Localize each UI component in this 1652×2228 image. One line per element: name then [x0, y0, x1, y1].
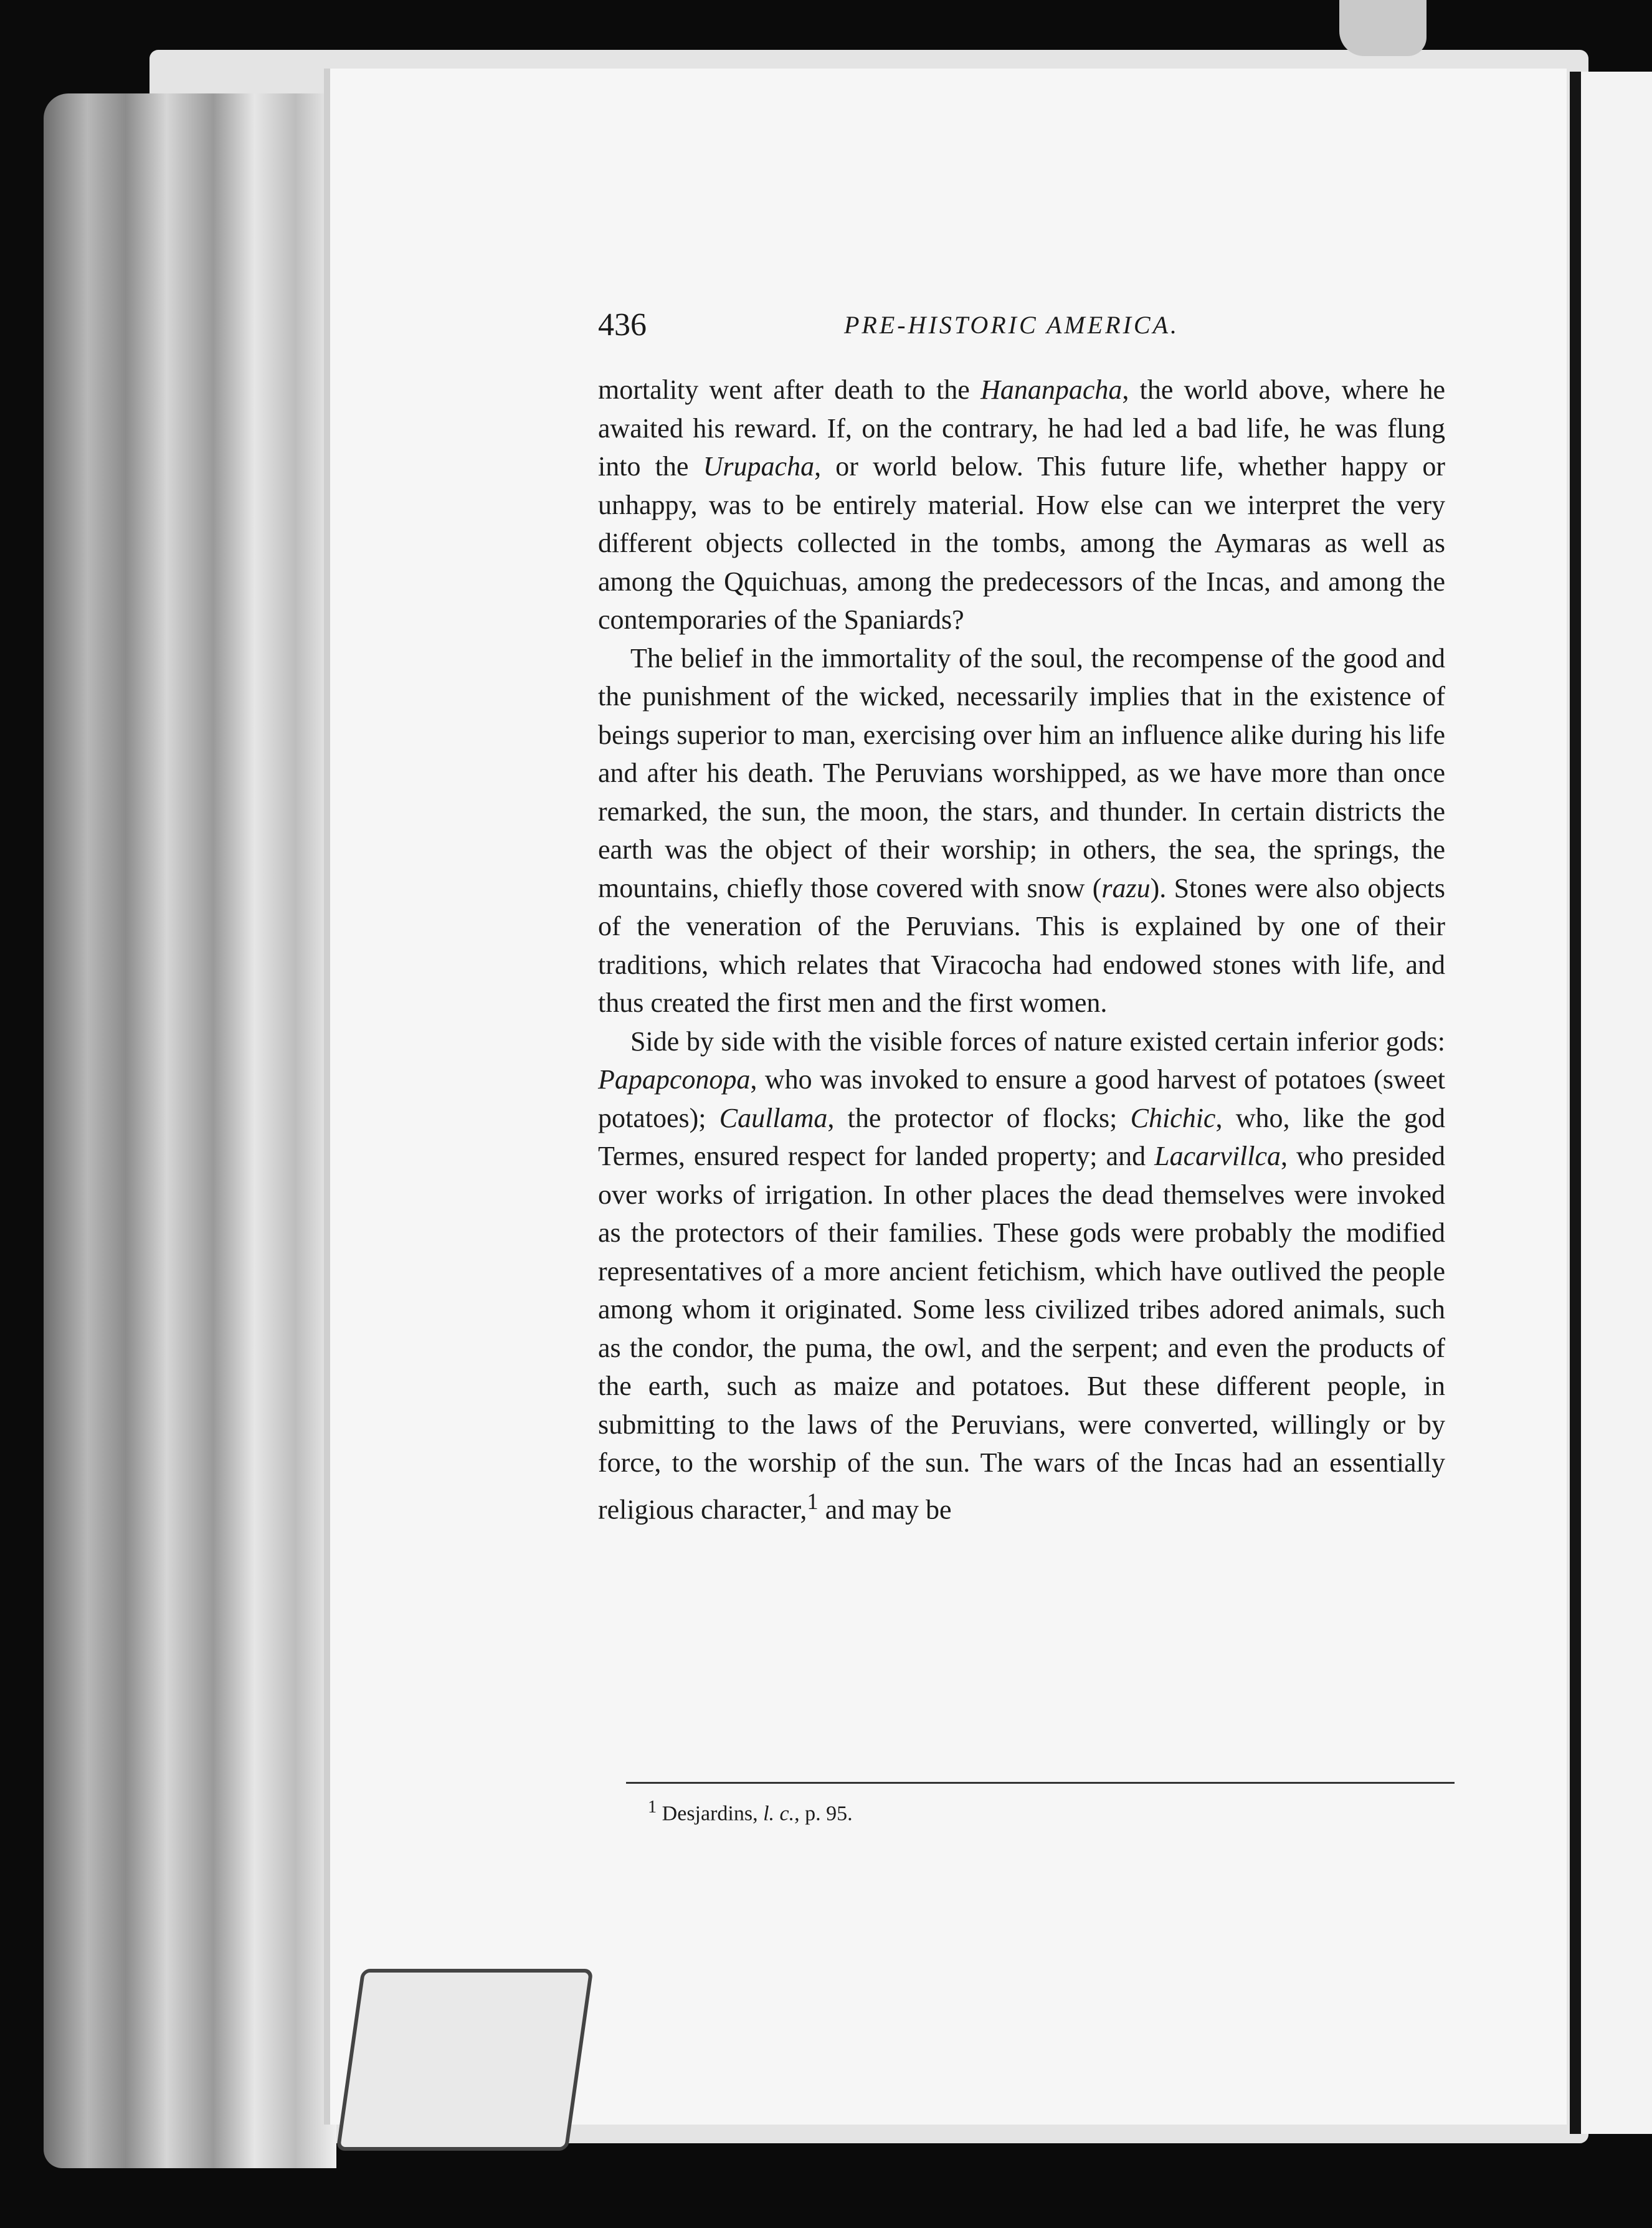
text-run: ). Stones were also objects of the veneration of the Peruvians. This is explained by one of their traditions, which relates that Viracocha had endowed stones with life, and thus created the first men and the first women.: [598, 872, 1445, 1018]
page-number: 436: [598, 307, 647, 343]
paragraph: [598, 639, 1445, 1022]
running-head: [598, 307, 1208, 344]
bookmark-strip: [336, 1969, 593, 2151]
text-run: The belief in the immortality of the soul, the recompense of the good and the punishment of the wicked, necessarily implies that in the existence of beings superior to man, exercising over him an influence alike during his life and after his death. The Peruvians worshipped, as we have more than once remarked, the sun, the moon, the stars, and thunder. In certain districts the earth was the object of their worship; in others, the sea, the springs, the mountains, chiefly those covered with snow (: [598, 642, 1445, 903]
italic-term: Chichic: [1130, 1102, 1216, 1133]
footnote-marker: 1: [648, 1797, 657, 1817]
footnote-rule: [626, 1782, 1455, 1784]
text-run: , who presided over works of irrigation. In other places the dead themselves were invoked as the protectors of their families. These gods were probably the modified representatives of a more ancient fetichism, which have outlived the people among whom it originated. Some less civilized tribes adored animals, such as the condor, the puma, the owl, and the serpent; and even the products of the earth, such as maize and potatoes. But these different people, in submitting to the laws of the Peruvians, were converted, willingly or by force, to the worship of the sun. The wars of the Incas had an essentially religious character,: [598, 1141, 1446, 1525]
text-run: , who, like the god Termes, ensured respect for landed property; and: [598, 1102, 1445, 1171]
paragraph: [598, 1022, 1445, 1529]
text-run: Side by side with the visible forces of nature existed certain inferior gods:: [630, 1026, 1445, 1057]
footnote-page: , p. 95.: [794, 1802, 853, 1826]
text-run: , the world above, where he awaited his reward. If, on the contrary, he had led a bad life, he was flung into the: [598, 374, 1445, 482]
footnote: [648, 1797, 853, 1826]
text-run: , or world below. This future life, whether happy or unhappy, was to be entirely material. How else can we interpret the very different objects collected in the tombs, among the Aymaras as well as among the Qquichuas, among the predecessors of the Incas, and among the contemporaries of the Spaniards?: [598, 451, 1445, 635]
page-fore-edge: [44, 93, 336, 2168]
body-text: [598, 371, 1445, 1529]
text-run: mortality went after death to the: [598, 374, 981, 405]
text-run: , who was invoked to ensure a good harvest of potatoes (sweet potatoes);: [598, 1064, 1445, 1133]
facing-page-edge: [1570, 72, 1652, 2134]
italic-term: Urupacha: [703, 451, 815, 482]
footnote-ref-marker: 1: [807, 1488, 819, 1514]
text-run: , the protector of flocks;: [827, 1102, 1131, 1133]
italic-term: Hananpacha: [980, 374, 1123, 405]
italic-term: Lacarvillca: [1154, 1141, 1281, 1171]
italic-term: razu: [1101, 872, 1151, 903]
italic-term: Papapconopa: [598, 1064, 751, 1095]
footnote-author: Desjardins,: [662, 1802, 764, 1826]
running-title: PRE-HISTORIC AMERICA.: [844, 311, 1180, 339]
text-run: and may be: [818, 1494, 952, 1525]
folded-corner: [1339, 0, 1427, 56]
italic-term: Caullama: [719, 1102, 828, 1133]
paragraph: [598, 371, 1445, 639]
footnote-ref: l. c.: [763, 1802, 795, 1826]
